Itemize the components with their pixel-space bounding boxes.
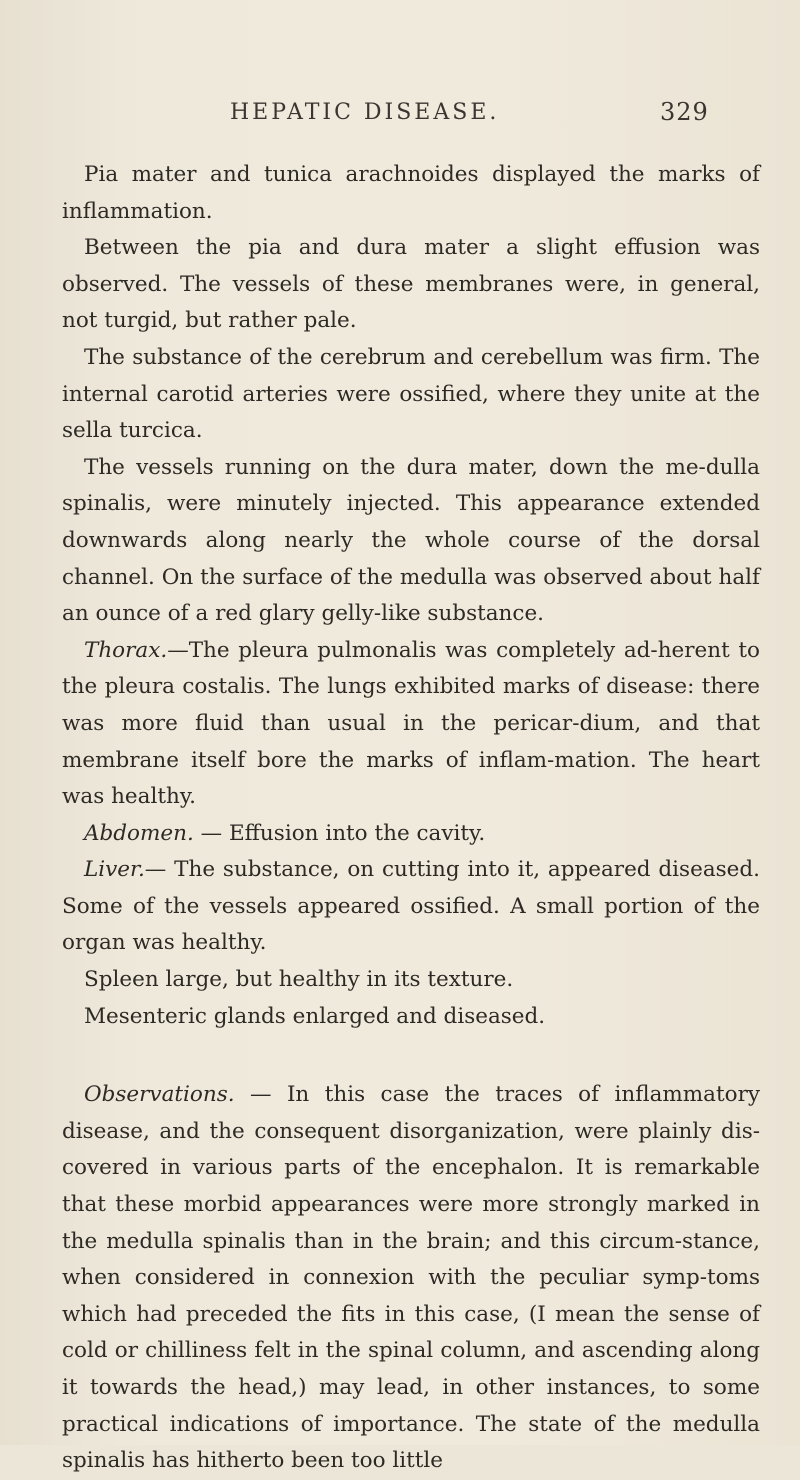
thorax-text: —The pleura pulmonalis was completely ad-herent to the pleura costalis. The lungs exhibited marks of disease: there was more fluid than usual in the pericar-dium, and that membrane itself bore the marks of inflam-mation. The heart was healthy. bbox=[62, 637, 760, 810]
paragraph-thorax bbox=[62, 633, 760, 816]
paragraph-liver bbox=[62, 852, 760, 962]
section-lead-observations: Observations. bbox=[84, 1082, 235, 1108]
paragraph-effusion: Between the pia and dura mater a slight effusion was observed. The vessels of these membranes were, in general, not turgid, but rather pale. bbox=[62, 235, 760, 334]
abdomen-text: — Effusion into the cavity. bbox=[193, 820, 486, 846]
section-lead-thorax: Thorax. bbox=[84, 637, 168, 663]
paragraph-cerebrum: The substance of the cerebrum and cerebellum was firm. The internal carotid arteries were ossified, where they unite at the sella turcica. bbox=[62, 344, 760, 444]
section-lead-liver: Liver. bbox=[84, 857, 145, 883]
paragraph-spleen: Spleen large, but healthy in its texture. bbox=[84, 967, 514, 993]
body-text bbox=[62, 157, 760, 1480]
running-head bbox=[0, 100, 800, 140]
paragraph-dura-mater: The vessels running on the dura mater, down the me-dulla spinalis, were minutely injected. This appearance extended downwards along nearly the whole course of the dorsal channel. On the surface of the medulla was observed about half an ounce of a red glary gelly-like substance. bbox=[62, 454, 760, 627]
paragraph-observations bbox=[62, 1077, 760, 1480]
paragraph-abdomen bbox=[62, 816, 760, 853]
liver-text: — The substance, on cutting into it, appeared diseased. Some of the vessels appeared ossified. A small portion of the organ was healthy. bbox=[62, 857, 760, 956]
running-title: HEPATIC DISEASE. bbox=[230, 100, 500, 125]
observations-text: — In this case the traces of inflammatory disease, and the consequent disorganization, were plainly dis-covered in various parts of the encephalon. It is remarkable that these morbid appearances were more strongly marked in the medulla spinalis than in the brain; and this circum-stance, when considered in connexion with the peculiar symp-toms which had preceded the fits in this case, (I mean the sense of cold or chilliness felt in the spinal column, and ascending along it towards the head,) may lead, in other instances, to some practical indications of importance. The state of the medulla spinalis has hitherto been too little bbox=[62, 1082, 760, 1474]
paragraph-mesenteric: Mesenteric glands enlarged and diseased. bbox=[84, 1003, 546, 1029]
paragraph-pia-mater: Pia mater and tunica arachnoides displayed the marks of inflammation. bbox=[62, 162, 760, 224]
section-gap bbox=[62, 1035, 760, 1077]
page-number: 329 bbox=[660, 98, 709, 126]
section-lead-abdomen: Abdomen. bbox=[84, 820, 194, 846]
